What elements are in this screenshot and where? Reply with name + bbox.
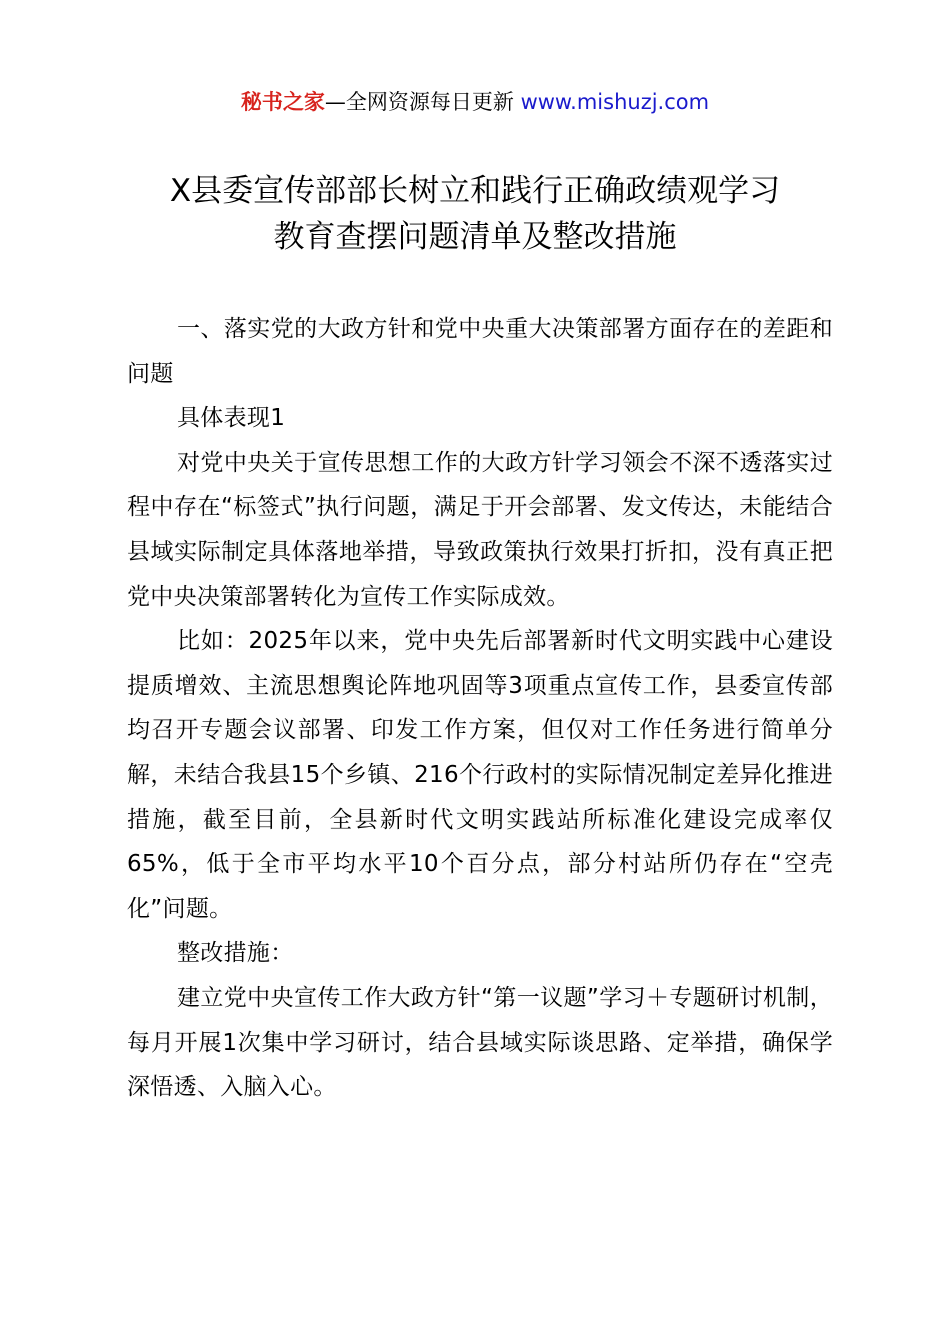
title-line-1: X县委宣传部部长树立和践行正确政绩观学习 xyxy=(169,173,781,209)
brand-name: 秘书之家 xyxy=(240,90,325,114)
rectification-label: 整改措施： xyxy=(177,940,294,967)
manifestation-label: 具体表现1 xyxy=(177,405,286,432)
example-paragraph: 比如：2025年以来，党中央先后部署新时代文明实践中心建设提质增效、主流思想舆论阵地巩固等3项重点宣传工作，县委宣传部均召开专题会议部署、印发工作方案，但仅对工作任务进行简单分解，未结合我县15个乡镇、216个行政村的实际情况制定差异化推进措施，截至目前，全县新时代文明实践站所标准化建设完成率仅65%，低于全市平均水平10个百分点，部分村站所仍存在“空壳化”问题。 xyxy=(127,628,833,922)
problem-paragraph: 对党中央关于宣传思想工作的大政方针学习领会不深不透落实过程中存在“标签式”执行问题，满足于开会部署、发文传达，未能结合县域实际制定具体落地举措，导致政策执行效果打折扣，没有真正把党中央决策部署转化为宣传工作实际成效。 xyxy=(127,449,833,610)
document-title xyxy=(80,168,870,260)
title-line-2: 教育查摆问题清单及整改措施 xyxy=(273,219,677,255)
website-link[interactable]: www.mishuzj.com xyxy=(520,90,710,114)
header-tagline: —全网资源每日更新 xyxy=(324,90,514,114)
document-header xyxy=(0,86,950,118)
document-body xyxy=(127,307,833,1110)
section-heading: 一、落实党的大政方针和党中央重大决策部署方面存在的差距和问题 xyxy=(127,316,833,387)
rectification-paragraph: 建立党中央宣传工作大政方针“第一议题”学习＋专题研讨机制，每月开展1次集中学习研讨，结合县域实际谈思路、定举措，确保学深悟透、入脑入心。 xyxy=(127,984,833,1101)
